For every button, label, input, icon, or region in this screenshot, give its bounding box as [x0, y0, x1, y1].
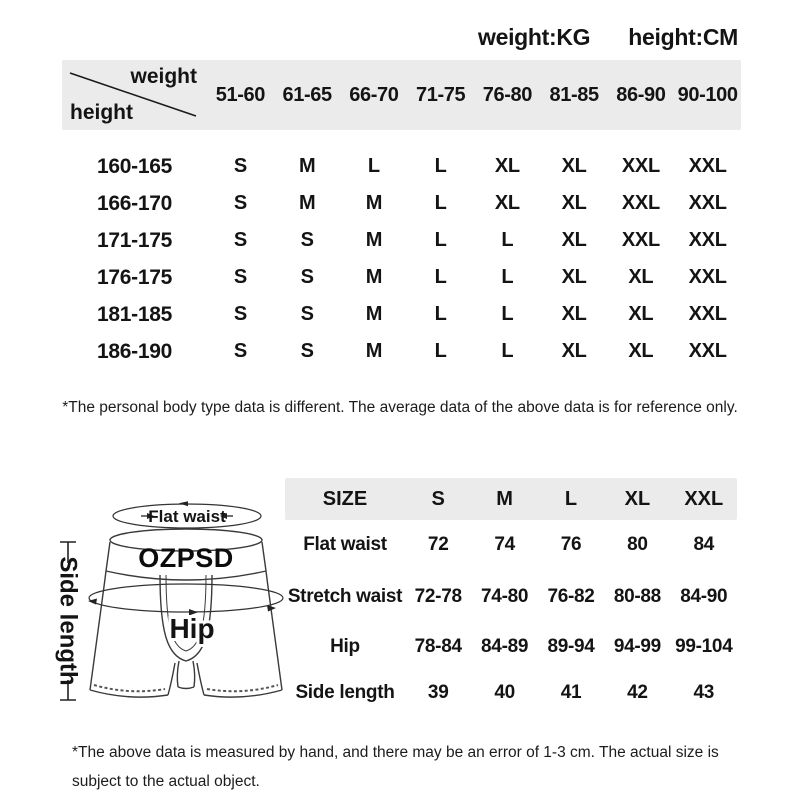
spec-value-cell: 76: [560, 534, 582, 555]
size-cell: XL: [561, 340, 587, 362]
spec-row-side-length: [285, 670, 737, 716]
spec-row-label: Flat waist: [303, 534, 387, 556]
size-cell: S: [233, 155, 247, 177]
weight-col-header: 76-80: [482, 83, 532, 106]
size-cell: XL: [628, 266, 654, 288]
side-length-label: Side length: [54, 556, 82, 686]
size-cell: S: [300, 303, 314, 325]
spec-row-hip: [285, 624, 737, 670]
height-row-label: 176-175: [97, 265, 172, 289]
size-cell: M: [365, 229, 383, 251]
size-cell: L: [501, 229, 514, 251]
size-cell: XL: [561, 229, 587, 251]
hip-label: Hip: [169, 613, 215, 644]
brand-logo: OZPSD: [138, 543, 234, 573]
size-cell: S: [233, 266, 247, 288]
weight-col-header: 71-75: [416, 83, 466, 106]
size-cell: XL: [494, 155, 520, 177]
size-cell: S: [233, 340, 247, 362]
weight-unit-label: weight:KG: [477, 24, 591, 50]
spec-value-cell: 89-94: [547, 636, 595, 657]
size-cell: XXL: [621, 229, 660, 251]
weight-col-header: 51-60: [215, 83, 265, 106]
spec-row-label: Hip: [330, 636, 360, 658]
size-cell: XXL: [688, 155, 727, 177]
spec-value-cell: 84-89: [481, 636, 529, 657]
size-cell: L: [434, 303, 447, 325]
spec-row-flat-waist: [285, 520, 737, 570]
spec-value-cell: 74-80: [481, 586, 529, 607]
weight-col-header: 90-100: [677, 83, 738, 106]
size-cell: M: [365, 266, 383, 288]
size-cell: L: [501, 266, 514, 288]
size-cell: XXL: [688, 266, 727, 288]
spec-col-header: S: [431, 487, 445, 510]
size-cell: XXL: [621, 192, 660, 214]
size-cell: L: [434, 266, 447, 288]
spec-col-header: XL: [624, 487, 651, 510]
size-cell: S: [233, 303, 247, 325]
size-cell: S: [300, 229, 314, 251]
boxer-diagram: [46, 486, 291, 726]
measurement-error-note: *The above data is measured by hand, and there may be an error of 1-3 cm. The actual size is subject to the actual object.: [72, 744, 719, 791]
spec-row-stretch-waist: [285, 570, 737, 624]
size-cell: L: [367, 155, 380, 177]
spec-value-cell: 84: [693, 534, 715, 555]
corner-weight-label: weight: [130, 65, 197, 88]
spec-value-cell: 40: [494, 682, 515, 703]
weight-col-header: 61-65: [282, 83, 332, 106]
spec-value-cell: 84-90: [680, 586, 728, 607]
spec-value-cell: 80-88: [613, 586, 661, 607]
size-cell: XL: [561, 266, 587, 288]
spec-row-label: Stretch waist: [287, 586, 403, 608]
size-cell: L: [501, 303, 514, 325]
size-cell: M: [298, 155, 316, 177]
size-cell: XL: [628, 340, 654, 362]
spec-col-header: SIZE: [322, 487, 368, 510]
weight-col-header: 86-90: [616, 83, 666, 106]
spec-value-cell: 94-99: [613, 636, 661, 657]
spec-value-cell: 39: [427, 682, 449, 703]
size-cell: XXL: [688, 192, 727, 214]
size-cell: L: [434, 340, 447, 362]
height-row-label: 181-185: [97, 302, 172, 326]
spec-value-cell: 43: [693, 682, 715, 703]
spec-col-header: L: [564, 487, 578, 510]
corner-height-label: height: [70, 101, 133, 124]
size-cell: L: [434, 229, 447, 251]
size-cell: M: [298, 192, 316, 214]
spec-value-cell: 78-84: [414, 636, 462, 657]
size-cell: XL: [561, 303, 587, 325]
spec-value-cell: 99-104: [675, 636, 733, 657]
units-legend: [478, 24, 738, 51]
spec-value-cell: 76-82: [547, 586, 595, 607]
height-row-label: 186-190: [97, 339, 172, 363]
size-cell: S: [233, 229, 247, 251]
size-chart-header: [62, 60, 741, 130]
size-cell: M: [365, 303, 383, 325]
spec-value-cell: 42: [627, 682, 648, 703]
spec-col-header: XXL: [684, 487, 724, 510]
size-cell: XL: [561, 155, 587, 177]
spec-value-cell: 72-78: [414, 586, 462, 607]
size-cell: M: [365, 192, 383, 214]
size-cell: XXL: [621, 155, 660, 177]
size-cell: XXL: [688, 229, 727, 251]
measurement-chart: [285, 478, 737, 716]
size-cell: S: [300, 266, 314, 288]
spec-row-label: Side length: [295, 682, 395, 704]
weight-col-header: 81-85: [549, 83, 599, 106]
size-chart-body: [62, 148, 741, 370]
spec-col-header: M: [496, 487, 513, 510]
height-row-label: 160-165: [97, 154, 172, 178]
weight-col-header: 66-70: [349, 83, 399, 106]
height-row-label: 171-175: [97, 228, 172, 252]
size-cell: XL: [561, 192, 587, 214]
size-cell: L: [434, 192, 447, 214]
corner-cell: [62, 60, 207, 130]
size-cell: S: [300, 340, 314, 362]
size-cell: M: [365, 340, 383, 362]
flat-waist-label: Flat waist: [148, 507, 226, 526]
size-cell: XXL: [688, 340, 727, 362]
spec-value-cell: 74: [494, 534, 515, 555]
boxer-shorts-illustration: [46, 486, 291, 726]
height-row-label: 166-170: [97, 191, 172, 215]
size-cell: L: [501, 340, 514, 362]
size-cell: XL: [628, 303, 654, 325]
height-unit-label: height:CM: [628, 24, 738, 50]
size-cell: XXL: [688, 303, 727, 325]
size-cell: S: [233, 192, 247, 214]
spec-value-cell: 41: [560, 682, 582, 703]
spec-value-cell: 72: [427, 534, 449, 555]
size-cell: XL: [494, 192, 520, 214]
spec-value-cell: 80: [627, 534, 648, 555]
size-cell: L: [434, 155, 447, 177]
measurement-chart-header: [285, 478, 737, 520]
body-type-note: *The personal body type data is different. The average data of the above data is for reference only.: [62, 399, 738, 416]
hip-ellipse: [89, 584, 283, 612]
